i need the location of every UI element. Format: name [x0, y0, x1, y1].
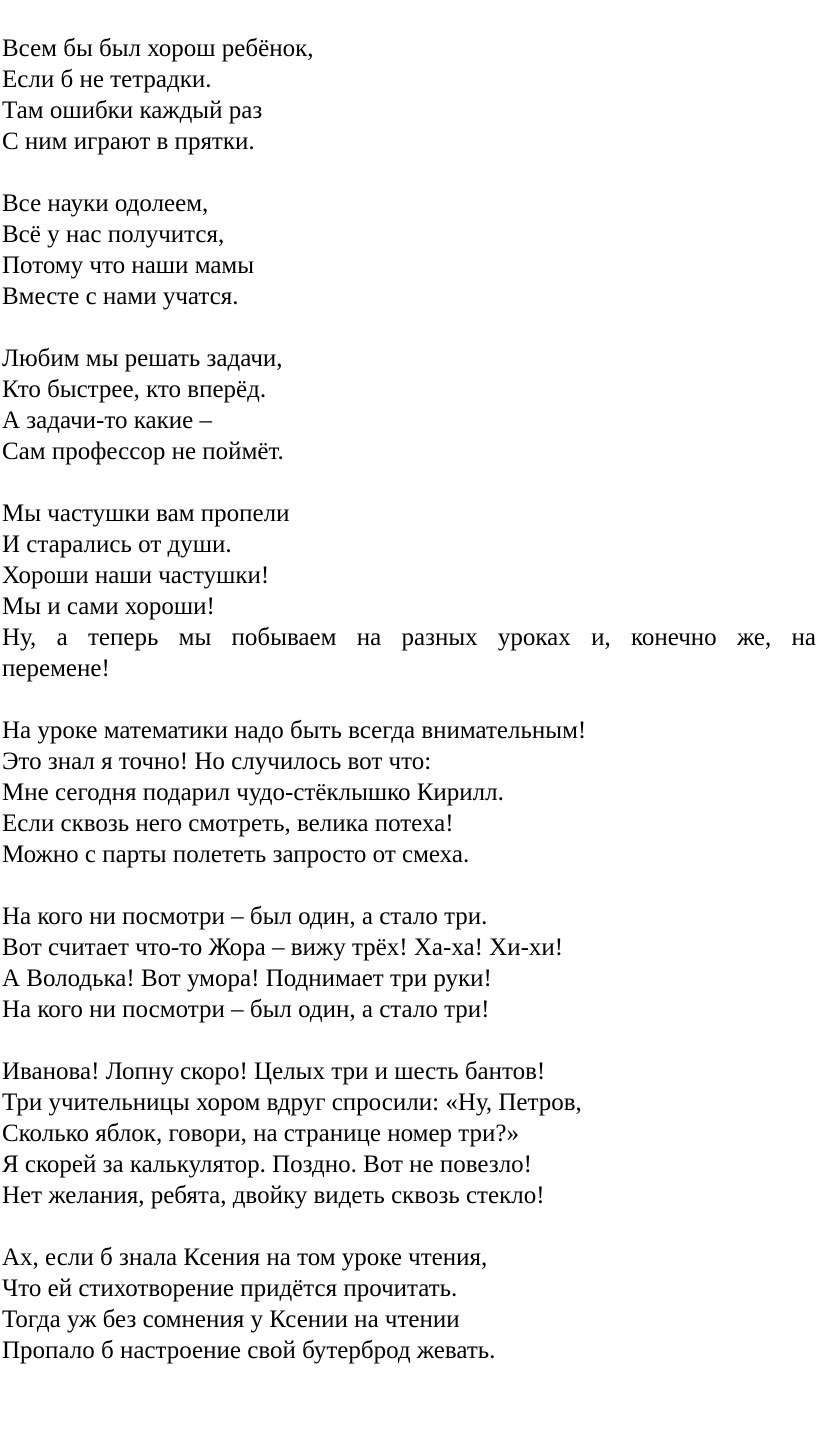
text-line: Всё у нас получится,	[2, 221, 225, 248]
stanza-5	[2, 715, 816, 870]
text-line: Любим мы решать задачи,	[2, 345, 283, 372]
text-line: Пропало б настроение свой бутерброд жевать.	[2, 1337, 496, 1364]
text-line: Мы и сами хороши!	[2, 593, 215, 620]
text-line: Вот считает что-то Жора – вижу трёх! Ха-ха! Хи-хи!	[2, 934, 564, 961]
text-line: На кого ни посмотри – был один, а стало три.	[2, 903, 488, 930]
text-line: Там ошибки каждый раз	[2, 97, 263, 124]
stanza-2	[2, 188, 816, 312]
text-line: На кого ни посмотри – был один, а стало три!	[2, 996, 490, 1023]
stanza-6	[2, 901, 816, 1025]
stanza-1	[2, 33, 816, 157]
text-line: Если б не тетрадки.	[2, 66, 212, 93]
document-text	[2, 33, 816, 1397]
text-line: Тогда уж без сомнения у Ксении на чтении	[2, 1306, 460, 1333]
prose-line-justified: Ну, а теперь мы побываем на разных уроках и, конечно же, на	[2, 624, 816, 651]
text-line: Мне сегодня подарил чудо-стёклышко Кирилл.	[2, 779, 504, 806]
text-line: А Володька! Вот умора! Поднимает три руки!	[2, 965, 492, 992]
text-line: Все науки одолеем,	[2, 190, 209, 217]
text-line: Нет желания, ребята, двойку видеть сквозь стекло!	[2, 1182, 545, 1209]
text-line: Иванова! Лопну скоро! Целых три и шесть бантов!	[2, 1058, 546, 1085]
text-line: Это знал я точно! Но случилось вот что:	[2, 748, 432, 775]
text-line: И старались от души.	[2, 531, 232, 558]
text-line: На уроке математики надо быть всегда внимательным!	[2, 717, 587, 744]
stanza-4	[2, 498, 816, 684]
stanza-7	[2, 1056, 816, 1211]
text-line: Вместе с нами учатся.	[2, 283, 239, 310]
text-line: Что ей стихотворение придётся прочитать.	[2, 1275, 458, 1302]
text-line: Всем бы был хорош ребёнок,	[2, 35, 314, 62]
text-line: Сколько яблок, говори, на странице номер три?»	[2, 1120, 519, 1147]
text-line: Ах, если б знала Ксения на том уроке чтения,	[2, 1244, 488, 1271]
text-line: Мы частушки вам пропели	[2, 500, 290, 527]
text-line: Сам профессор не поймёт.	[2, 438, 284, 465]
stanza-3	[2, 343, 816, 467]
text-line: С ним играют в прятки.	[2, 128, 255, 155]
text-line: Хороши наши частушки!	[2, 562, 270, 589]
text-line: Три учительницы хором вдруг спросили: «Ну, Петров,	[2, 1089, 582, 1116]
stanza-8	[2, 1242, 816, 1366]
text-line: Можно с парты полететь запросто от смеха.	[2, 841, 470, 868]
text-line: Если сквозь него смотреть, велика потеха!	[2, 810, 454, 837]
text-line: Я скорей за калькулятор. Поздно. Вот не повезло!	[2, 1151, 533, 1178]
text-line: Кто быстрее, кто вперёд.	[2, 376, 267, 403]
text-line: А задачи-то какие –	[2, 407, 212, 434]
text-line: Потому что наши мамы	[2, 252, 255, 279]
prose-line: перемене!	[2, 655, 110, 682]
